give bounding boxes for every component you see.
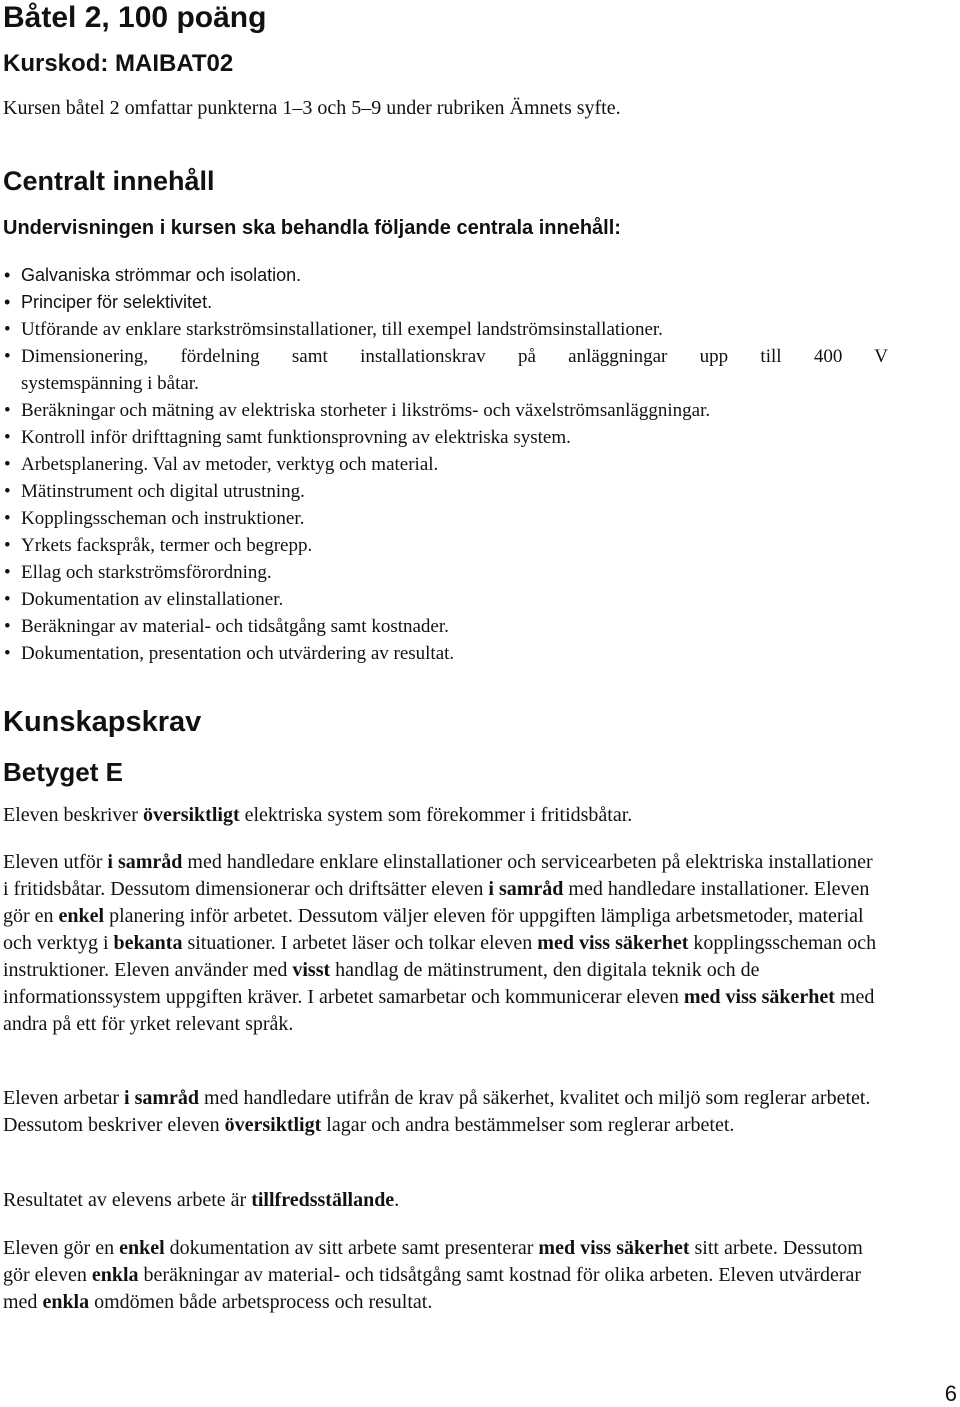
list-item: • Dokumentation av elinstallationer.	[3, 586, 888, 613]
bullet-icon: •	[4, 562, 11, 583]
course-code: Kurskod: MAIBAT02	[3, 50, 234, 77]
central-content-list	[3, 262, 888, 667]
list-item: • Utförande av enklare starkströmsinstallationer, till exempel landströmsinstallationer.	[3, 316, 888, 343]
bullet-icon: •	[4, 265, 11, 285]
page-title: Båtel 2, 100 poäng	[3, 1, 267, 34]
list-item: • Kontroll inför drifttagning samt funktionsprovning av elektriska system.	[3, 424, 888, 451]
paragraph-documentation: Eleven gör en enkel dokumentation av sitt arbete samt presenterar med viss säkerhet sitt arbete. Dessutom gör eleven enkla beräkningar av material- och tidsåtgång samt kostnad för olika arbeten. Eleven utvärderar med enkla omdömen både arbetsprocess och resultat.	[3, 1237, 863, 1313]
bullet-icon: •	[4, 589, 11, 610]
list-item: • Arbetsplanering. Val av metoder, verktyg och material.	[3, 451, 888, 478]
list-item: • Beräkningar och mätning av elektriska storheter i likströms- och växelströmsanläggningar.	[3, 397, 888, 424]
list-item: • Galvaniska strömmar och isolation.	[3, 262, 888, 289]
course-intro: Kursen båtel 2 omfattar punkterna 1–3 och 5–9 under rubriken Ämnets syfte.	[3, 97, 621, 119]
list-item: • Yrkets fackspråk, termer och begrepp.	[3, 532, 888, 559]
bullet-icon: •	[4, 508, 11, 529]
list-item: • Mätinstrument och digital utrustning.	[3, 478, 888, 505]
bullet-icon: •	[4, 643, 11, 664]
paragraph-installation: Eleven utför i samråd med handledare enklare elinstallationer och servicearbeten på elektriska installationer i fritidsbåtar. Dessutom dimensionerar och driftsätter eleven i samråd med handledare installationer. Eleven gör en enkel planering inför arbetet. Dessutom väljer eleven för uppgiften lämpliga arbetsmetoder, material och verktyg i bekanta situationer. I arbetet läser och tolkar eleven med viss säkerhet kopplingsscheman och instruktioner. Eleven använder med visst handlag de mätinstrument, den digitala teknik och de informationssystem uppgiften kräver. I arbetet samarbetar och kommunicerar eleven med viss säkerhet med andra på ett för yrket relevant språk.	[3, 851, 877, 1035]
list-item: • Ellag och starkströmsförordning.	[3, 559, 888, 586]
paragraph-description: Eleven beskriver översiktligt elektriska system som förekommer i fritidsbåtar.	[3, 804, 633, 826]
bullet-icon: •	[4, 427, 11, 448]
list-item: • Kopplingsscheman och instruktioner.	[3, 505, 888, 532]
list-item: • Dokumentation, presentation och utvärdering av resultat.	[3, 640, 888, 667]
bullet-icon: •	[4, 616, 11, 637]
list-item: • Dimensionering, fördelning samt installationskrav på anläggningar upp till 400 V	[3, 343, 888, 370]
list-item: • Principer för selektivitet.	[3, 289, 888, 316]
paragraph-result: Resultatet av elevens arbete är tillfredsställande.	[3, 1189, 400, 1211]
knowledge-requirements-heading: Kunskapskrav	[3, 706, 202, 738]
bullet-icon: •	[4, 292, 11, 312]
central-content-lead: Undervisningen i kursen ska behandla följande centrala innehåll:	[3, 217, 621, 239]
bullet-icon: •	[4, 535, 11, 556]
bullet-icon: •	[4, 454, 11, 475]
central-content-heading: Centralt innehåll	[3, 166, 215, 196]
list-item-continuation: systemspänning i båtar.	[21, 373, 199, 394]
list-item: • Beräkningar av material- och tidsåtgång samt kostnader.	[3, 613, 888, 640]
bullet-icon: •	[4, 319, 11, 340]
grade-heading: Betyget E	[3, 757, 123, 787]
paragraph-safety: Eleven arbetar i samråd med handledare utifrån de krav på säkerhet, kvalitet och miljö som reglerar arbetet. Dessutom beskriver eleven översiktligt lagar och andra bestämmelser som reglerar arbetet.	[3, 1087, 871, 1136]
bullet-icon: •	[4, 346, 11, 367]
bullet-icon: •	[4, 481, 11, 502]
bullet-icon: •	[4, 400, 11, 421]
page-number: 6	[944, 1381, 957, 1406]
